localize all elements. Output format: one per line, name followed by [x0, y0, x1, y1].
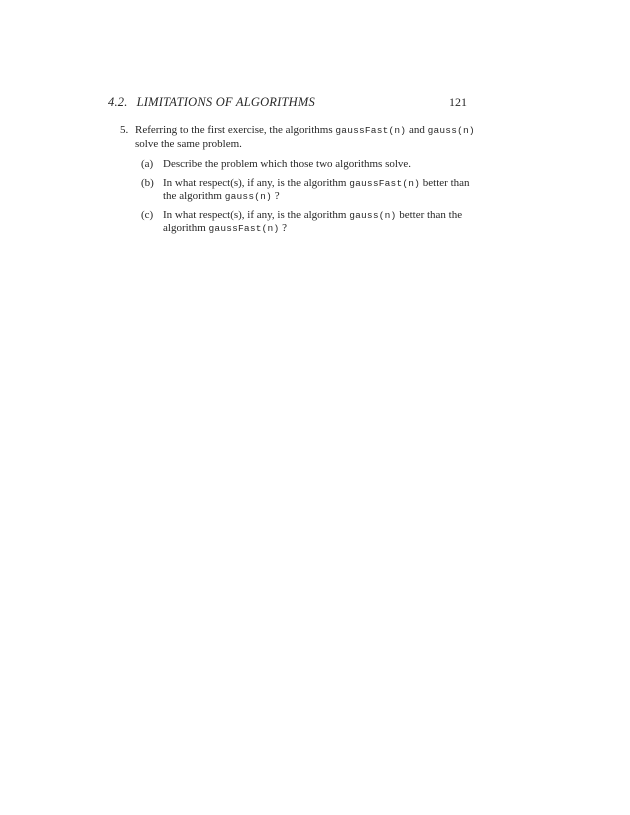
- text-segment: the algorithm: [163, 190, 225, 202]
- subitem-a: [141, 158, 488, 172]
- subitem-body: [163, 177, 470, 204]
- text-segment: ?: [279, 222, 287, 234]
- text-segment: algorithm: [163, 222, 209, 234]
- running-header: [108, 95, 467, 110]
- text-line: [163, 177, 470, 191]
- exercise-item-5: [108, 124, 488, 236]
- text-segment: Referring to the first exercise, the algorithms: [135, 124, 336, 136]
- subitem-label: (b): [141, 176, 154, 189]
- subitem-label: (c): [141, 208, 154, 221]
- text-segment: and: [406, 124, 428, 136]
- subitem-c: [141, 209, 488, 236]
- section-number: 4.2.: [108, 95, 128, 109]
- subitem-body: [163, 158, 411, 172]
- exercise-item-body: [135, 124, 488, 236]
- text-segment: ?: [271, 190, 280, 202]
- inline-code: gaussFast(n): [349, 177, 421, 189]
- page-number: 121: [449, 95, 467, 109]
- item-number: 5.: [120, 124, 129, 136]
- text-line: [163, 209, 462, 223]
- section-heading: [108, 95, 315, 110]
- subitem-list: [135, 158, 488, 236]
- inline-code: gauss(n): [349, 209, 397, 221]
- text-line: [135, 124, 488, 138]
- text-line: [163, 190, 470, 204]
- text-segment: In what respect(s), if any, is the algorithm: [163, 176, 350, 189]
- text-segment: In what respect(s), if any, is the algorithm: [163, 208, 350, 221]
- text-segment: better than: [420, 176, 470, 189]
- subitem-body: [163, 209, 462, 236]
- subitem-label: (a): [141, 158, 154, 170]
- inline-code: gauss(n): [224, 191, 272, 202]
- inline-code: gaussFast(n): [335, 125, 407, 136]
- text-segment: solve the same problem.: [135, 137, 242, 150]
- text-line: [163, 158, 411, 172]
- subitem-b: [141, 177, 488, 204]
- text-segment: Describe the problem which those two algorithms solve.: [163, 158, 412, 170]
- text-line: [163, 222, 462, 236]
- inline-code: gauss(n): [427, 125, 475, 136]
- text-line: [135, 138, 488, 152]
- section-title: LIMITATIONS OF ALGORITHMS: [136, 95, 315, 109]
- inline-code: gaussFast(n): [208, 223, 280, 234]
- text-segment: better than the: [396, 208, 463, 221]
- exercise-list: [108, 124, 488, 236]
